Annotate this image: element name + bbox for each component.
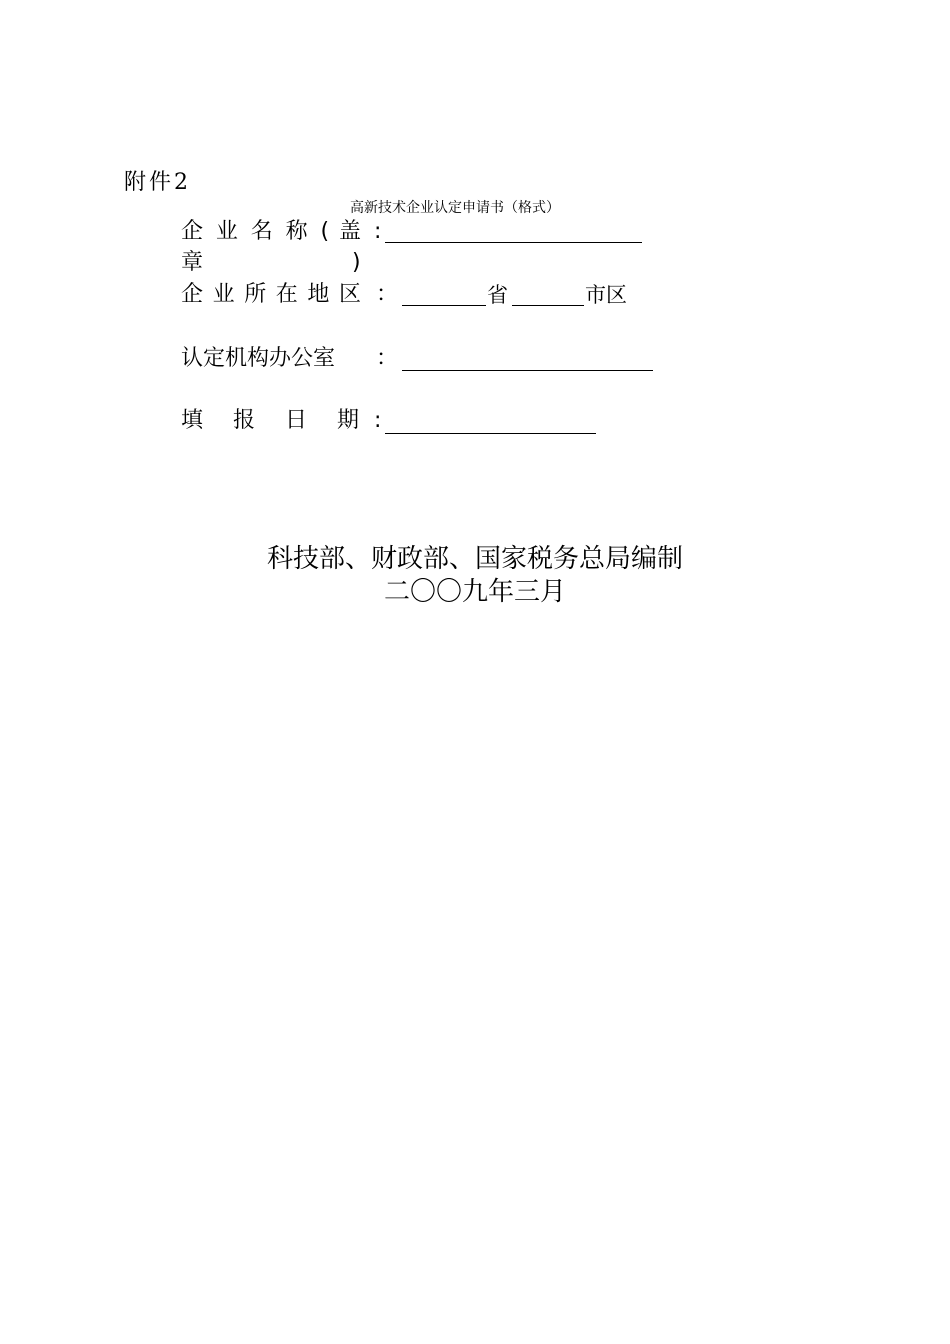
office-blank[interactable] [402, 370, 653, 371]
province-suffix: 省 [487, 283, 508, 307]
office-label: 认定机构办公室 [181, 346, 336, 371]
company-name-label [181, 218, 361, 246]
office-colon: ： [376, 346, 399, 371]
company-name-colon: : [374, 219, 382, 244]
location-colon: ： [376, 282, 399, 307]
location-label-text: 企 业 所 在 地 区 [181, 282, 361, 307]
location-label [181, 281, 361, 309]
issuer-line: 科技部、财政部、国家税务总局编制 [266, 544, 683, 574]
company-name-label-line2-start: 章 [181, 250, 204, 275]
company-name-label-line1: 企 业 名 称 ( 盖 [181, 219, 361, 244]
attachment-label: 附件2 [124, 170, 191, 195]
city-blank[interactable] [512, 305, 584, 306]
province-blank[interactable] [402, 305, 486, 306]
company-name-blank[interactable] [385, 242, 642, 243]
issue-date-line: 二〇〇九年三月 [383, 577, 566, 607]
date-colon: : [374, 408, 382, 433]
city-suffix: 市区 [585, 283, 627, 307]
date-label-text: 填 报 日 期 [181, 408, 359, 433]
date-label [181, 407, 359, 435]
document-title: 高新技术企业认定申请书（格式） [350, 200, 560, 216]
company-name-label-line2-end: ) [352, 250, 361, 275]
date-blank[interactable] [385, 433, 596, 434]
